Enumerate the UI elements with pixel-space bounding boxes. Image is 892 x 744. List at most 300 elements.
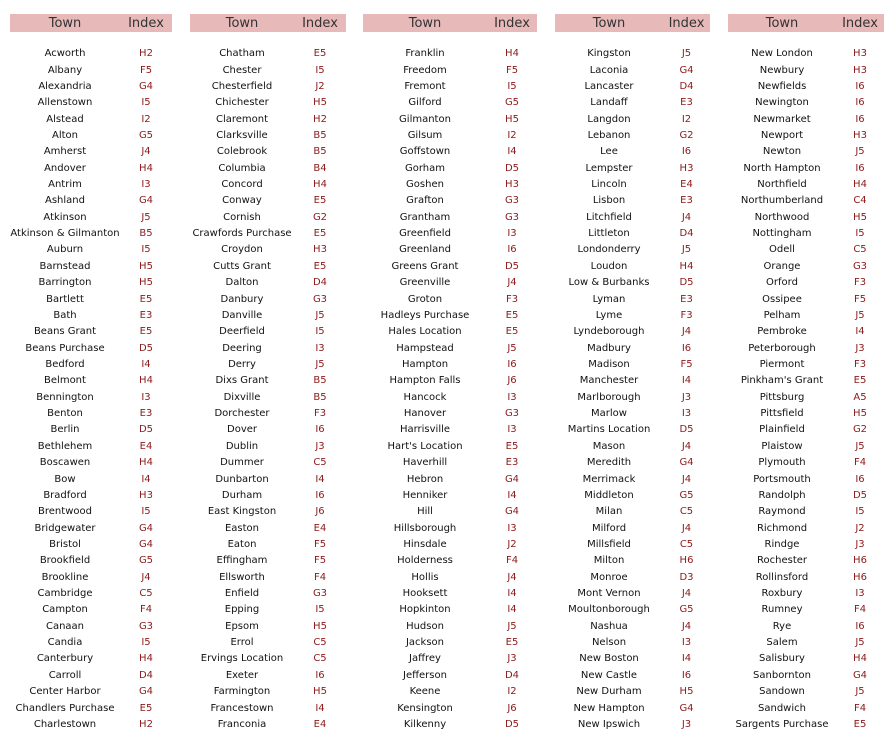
town-index: C5 [313, 637, 327, 649]
town-name: Gorham [404, 162, 445, 174]
town-index: I2 [507, 686, 517, 698]
table-row [363, 422, 537, 438]
town-name: Ellsworth [219, 571, 265, 583]
town-name: Laconia [589, 64, 629, 76]
town-index: I2 [681, 113, 692, 125]
town-name: Newfields [757, 80, 807, 92]
town-name: East Kingston [207, 506, 277, 518]
column-header [363, 14, 537, 32]
table-row [728, 700, 884, 716]
town-name: Gilsum [407, 129, 443, 141]
town-name: Portsmouth [753, 473, 811, 485]
town-name: Farmington [213, 686, 271, 698]
table-row [728, 291, 884, 307]
town-name: Cambridge [37, 588, 93, 600]
town-index: D5 [138, 342, 154, 354]
town-index: J4 [507, 571, 517, 583]
town-name: Lebanon [587, 129, 631, 141]
town-name: Goffstown [399, 146, 451, 158]
town-name: Bethlehem [37, 440, 93, 452]
table-row [728, 619, 884, 635]
town-index: G3 [504, 195, 520, 207]
table-row [10, 422, 172, 438]
town-index: E3 [139, 408, 153, 420]
town-name: Plainfield [759, 424, 805, 436]
table-row [363, 46, 537, 62]
table-row [190, 700, 346, 716]
table-row [728, 226, 884, 242]
town-name: Derry [228, 359, 256, 370]
town-index: G5 [504, 97, 520, 109]
table-row [728, 373, 884, 389]
table-row [10, 455, 172, 471]
table-row [555, 537, 710, 553]
table-row [10, 373, 172, 389]
town-name: Claremont [215, 113, 269, 125]
town-index: I5 [141, 506, 151, 518]
table-row [363, 275, 537, 291]
town-name: Middleton [584, 489, 634, 501]
table-row [190, 79, 346, 95]
town-index: H3 [313, 244, 327, 256]
table-row [10, 471, 172, 487]
town-name: Hancock [403, 391, 447, 403]
town-index: J3 [681, 718, 692, 730]
town-index: J3 [681, 391, 692, 403]
table-row [190, 422, 346, 438]
table-row [555, 406, 710, 422]
town-index: D5 [504, 718, 520, 730]
town-name: Madbury [587, 342, 631, 354]
town-name: Candia [47, 637, 83, 649]
town-index: J5 [315, 309, 325, 321]
town-index: J4 [681, 522, 692, 534]
town-index: J5 [507, 620, 517, 632]
table-row [10, 128, 172, 144]
table-row [10, 668, 172, 684]
town-index: I5 [315, 64, 325, 76]
town-index: J6 [315, 506, 325, 518]
town-name: Monroe [590, 571, 628, 583]
town-name: Newton [762, 146, 802, 158]
town-name: Sanbornton [753, 669, 811, 681]
town-index: G4 [504, 473, 520, 485]
town-name: Rollinsford [755, 571, 809, 583]
table-row [190, 308, 346, 324]
town-index: E5 [505, 326, 519, 338]
town-index: I6 [315, 669, 325, 681]
town-index: I6 [855, 620, 865, 632]
table-row [190, 520, 346, 536]
town-index: I6 [855, 80, 865, 92]
town-name: Hopkinton [399, 604, 451, 616]
town-index: J4 [141, 146, 151, 158]
town-name: Enfield [224, 588, 260, 600]
town-name: Moultonborough [568, 604, 650, 616]
town-name: Dublin [225, 440, 259, 452]
town-index: C5 [313, 653, 327, 665]
town-index: G3 [504, 211, 520, 223]
town-name: Charlestown [33, 718, 97, 730]
town-index: H3 [853, 48, 867, 60]
town-name: Londonderry [577, 244, 641, 256]
town-index: H3 [853, 129, 867, 141]
town-name: Northwood [754, 211, 810, 223]
town-index: H2 [313, 113, 327, 125]
table-row [10, 717, 172, 733]
table-row [10, 504, 172, 520]
table-row [190, 651, 346, 667]
table-row [363, 553, 537, 569]
town-name: Dalton [225, 277, 259, 289]
town-name: Haverhill [402, 457, 448, 469]
town-name: Hooksett [402, 588, 448, 600]
town-name: Carroll [48, 669, 82, 681]
table-row [555, 635, 710, 651]
table-row [728, 177, 884, 193]
town-index: F3 [313, 408, 327, 420]
town-index: B4 [313, 162, 327, 174]
town-name: Newbury [759, 64, 805, 76]
table-row [728, 602, 884, 618]
town-index: F5 [853, 293, 867, 305]
town-index: E4 [139, 440, 153, 452]
town-name: Lee [600, 146, 618, 158]
table-row [10, 570, 172, 586]
town-name: Andover [44, 162, 86, 174]
town-name: Conway [222, 195, 262, 207]
town-name: Atkinson [43, 211, 87, 223]
table-row [190, 488, 346, 504]
town-name: Brentwood [38, 506, 92, 518]
town-index: H3 [139, 489, 153, 501]
town-name: Millsfield [587, 538, 631, 550]
town-name: Nottingham [752, 228, 812, 240]
town-name: Ashland [45, 195, 85, 207]
town-name: Bartlett [46, 293, 84, 305]
town-name: Rye [772, 620, 792, 632]
table-row [728, 471, 884, 487]
town-name: Jaffrey [409, 653, 441, 665]
column-header [728, 14, 884, 32]
town-name: Albany [47, 64, 83, 76]
table-row [555, 324, 710, 340]
town-index: G2 [852, 424, 868, 436]
town-name: Keene [409, 686, 441, 698]
town-index: F4 [853, 702, 867, 714]
town-name: Alstead [46, 113, 84, 125]
table-row [190, 193, 346, 209]
town-name: Merrimack [582, 473, 636, 485]
town-index: I6 [507, 359, 517, 370]
town-name: Fremont [404, 80, 446, 92]
town-name: Lincoln [591, 179, 627, 191]
town-name: Pelham [763, 309, 801, 321]
table-row [363, 668, 537, 684]
town-index: I3 [507, 424, 517, 436]
table-row [190, 471, 346, 487]
town-name: Pittsfield [760, 408, 804, 420]
table-row [10, 439, 172, 455]
town-name: Sandown [759, 686, 805, 698]
town-name: Boscawen [39, 457, 91, 469]
town-index: C5 [853, 244, 867, 256]
town-name: Amherst [43, 146, 87, 158]
town-index: J5 [507, 342, 517, 354]
town-name: Low & Burbanks [568, 277, 650, 289]
town-name: Sargents Purchase [735, 718, 829, 730]
table-row [363, 684, 537, 700]
table-row [10, 357, 172, 373]
town-name: Madison [588, 359, 630, 370]
column-rows [190, 46, 346, 733]
town-index: I3 [681, 637, 692, 649]
table-row [363, 520, 537, 536]
town-index: G4 [138, 80, 154, 92]
town-name: Greens Grant [391, 260, 459, 272]
town-index: H3 [679, 162, 694, 174]
town-index: B5 [313, 129, 327, 141]
town-index: H4 [313, 179, 327, 191]
header-town: Town [225, 15, 259, 31]
town-name: New Durham [576, 686, 642, 698]
table-row [190, 144, 346, 160]
column-5 [728, 14, 884, 733]
town-index: D4 [679, 228, 694, 240]
town-index: D4 [504, 669, 520, 681]
table-row [555, 259, 710, 275]
town-index: F3 [680, 309, 693, 321]
table-row [555, 570, 710, 586]
town-name: Danbury [220, 293, 264, 305]
town-name: Bridgewater [34, 522, 96, 534]
town-name: Sandwich [758, 702, 806, 714]
town-index: C5 [139, 588, 153, 600]
town-index: H5 [139, 277, 153, 289]
table-row [728, 275, 884, 291]
town-name: Litchfield [586, 211, 632, 223]
town-index: D5 [852, 489, 868, 501]
header-index: Index [128, 15, 164, 31]
table-row [363, 210, 537, 226]
town-name: Newport [760, 129, 804, 141]
table-row [363, 177, 537, 193]
table-row [728, 111, 884, 127]
town-name: Peterborough [748, 342, 816, 354]
town-index: I4 [681, 375, 692, 387]
town-index: I4 [507, 604, 517, 616]
table-row [728, 570, 884, 586]
table-row [363, 259, 537, 275]
table-row [728, 340, 884, 356]
town-index: I6 [315, 489, 325, 501]
town-index: H6 [853, 571, 867, 583]
town-name: Franconia [217, 718, 267, 730]
table-row [728, 128, 884, 144]
town-index: J5 [681, 244, 692, 256]
town-name: Marlborough [577, 391, 641, 403]
town-index: F3 [505, 293, 519, 305]
table-row [728, 635, 884, 651]
town-index: H4 [679, 260, 694, 272]
town-name: Chandlers Purchase [15, 702, 115, 714]
town-name: Barrington [38, 277, 92, 289]
town-index: E4 [313, 718, 327, 730]
town-index: H4 [139, 457, 153, 469]
town-index: F3 [853, 359, 867, 370]
town-index: I6 [681, 342, 692, 354]
town-index: E3 [505, 457, 519, 469]
town-name: Atkinson & Gilmanton [10, 228, 120, 240]
town-index: E5 [505, 637, 519, 649]
town-index: J4 [681, 588, 692, 600]
table-row [10, 553, 172, 569]
table-row [10, 619, 172, 635]
table-row [728, 390, 884, 406]
town-name: Epsom [225, 620, 259, 632]
table-row [363, 340, 537, 356]
table-row [728, 406, 884, 422]
town-index: I4 [141, 359, 151, 370]
table-row [10, 684, 172, 700]
town-name: Pinkham's Grant [740, 375, 824, 387]
town-name: New Hampton [573, 702, 645, 714]
table-row [555, 46, 710, 62]
town-index: I5 [141, 244, 151, 256]
table-row [555, 308, 710, 324]
town-name: Plaistow [761, 440, 803, 452]
table-row [10, 62, 172, 78]
table-row [190, 684, 346, 700]
table-row [363, 242, 537, 258]
table-row [10, 111, 172, 127]
table-row [555, 586, 710, 602]
table-row [190, 504, 346, 520]
town-name: Roxbury [761, 588, 803, 600]
town-index: I3 [141, 391, 151, 403]
town-name: Errol [230, 637, 254, 649]
table-row [728, 308, 884, 324]
town-name: Richmond [756, 522, 808, 534]
town-index: F5 [313, 555, 327, 567]
header-index: Index [302, 15, 338, 31]
town-index: H4 [139, 653, 153, 665]
town-index: E5 [139, 293, 153, 305]
table-row [10, 193, 172, 209]
town-index: H5 [853, 408, 867, 420]
town-index: H5 [313, 620, 327, 632]
column-rows [10, 46, 172, 733]
town-index: J5 [855, 309, 865, 321]
table-row [728, 668, 884, 684]
table-row [10, 177, 172, 193]
town-name: Eaton [227, 538, 257, 550]
table-row [10, 520, 172, 536]
town-index: G4 [679, 457, 694, 469]
town-index: C5 [679, 538, 694, 550]
town-index: I3 [507, 228, 517, 240]
table-row [10, 259, 172, 275]
town-name: Manchester [579, 375, 639, 387]
town-name: Hollis [411, 571, 439, 583]
town-name: Francestown [210, 702, 274, 714]
town-index: I4 [315, 473, 325, 485]
town-name: Chester [222, 64, 262, 76]
town-index: J2 [315, 80, 325, 92]
town-index: E5 [313, 195, 327, 207]
table-row [10, 340, 172, 356]
town-name: Columbia [218, 162, 266, 174]
town-index: D5 [679, 277, 694, 289]
table-row [555, 95, 710, 111]
table-row [190, 406, 346, 422]
table-row [728, 586, 884, 602]
table-row [363, 537, 537, 553]
town-name: Hudson [406, 620, 444, 632]
town-index: F5 [505, 64, 519, 76]
table-row [363, 700, 537, 716]
town-name: New Boston [579, 653, 639, 665]
town-index: J5 [855, 637, 865, 649]
town-name: Newington [755, 97, 809, 109]
table-row [190, 357, 346, 373]
town-index: I6 [315, 424, 325, 436]
table-row [363, 79, 537, 95]
table-row [190, 95, 346, 111]
town-name: Dunbarton [215, 473, 269, 485]
town-index: J3 [855, 342, 865, 354]
town-index: E5 [139, 326, 153, 338]
town-name: Orford [766, 277, 798, 289]
column-header [10, 14, 172, 32]
table-row [728, 439, 884, 455]
town-index: F3 [853, 277, 867, 289]
column-1 [10, 14, 172, 733]
town-name: Hill [417, 506, 433, 518]
table-row [10, 586, 172, 602]
town-name: Harrisville [399, 424, 451, 436]
table-row [728, 537, 884, 553]
table-row [363, 291, 537, 307]
town-index: H6 [853, 555, 867, 567]
town-name: Jefferson [403, 669, 447, 681]
town-index: F4 [139, 604, 153, 616]
town-index: G3 [504, 408, 520, 420]
town-index: D5 [138, 424, 154, 436]
column-header [555, 14, 710, 32]
table-row [190, 177, 346, 193]
town-index: H2 [139, 718, 153, 730]
town-index: I3 [681, 408, 692, 420]
table-row [190, 62, 346, 78]
town-index: D4 [138, 669, 154, 681]
town-index: J5 [855, 440, 865, 452]
table-row [10, 95, 172, 111]
town-name: Milan [595, 506, 623, 518]
town-index: G4 [138, 538, 154, 550]
town-index: I3 [507, 522, 517, 534]
town-index: J4 [681, 473, 692, 485]
table-row [363, 406, 537, 422]
town-name: Crawfords Purchase [192, 228, 292, 240]
table-row [10, 390, 172, 406]
town-name: Rochester [757, 555, 807, 567]
table-row [363, 373, 537, 389]
town-name: Salem [766, 637, 798, 649]
town-index: E5 [313, 48, 327, 60]
town-name: Langdon [587, 113, 631, 125]
table-row [555, 193, 710, 209]
